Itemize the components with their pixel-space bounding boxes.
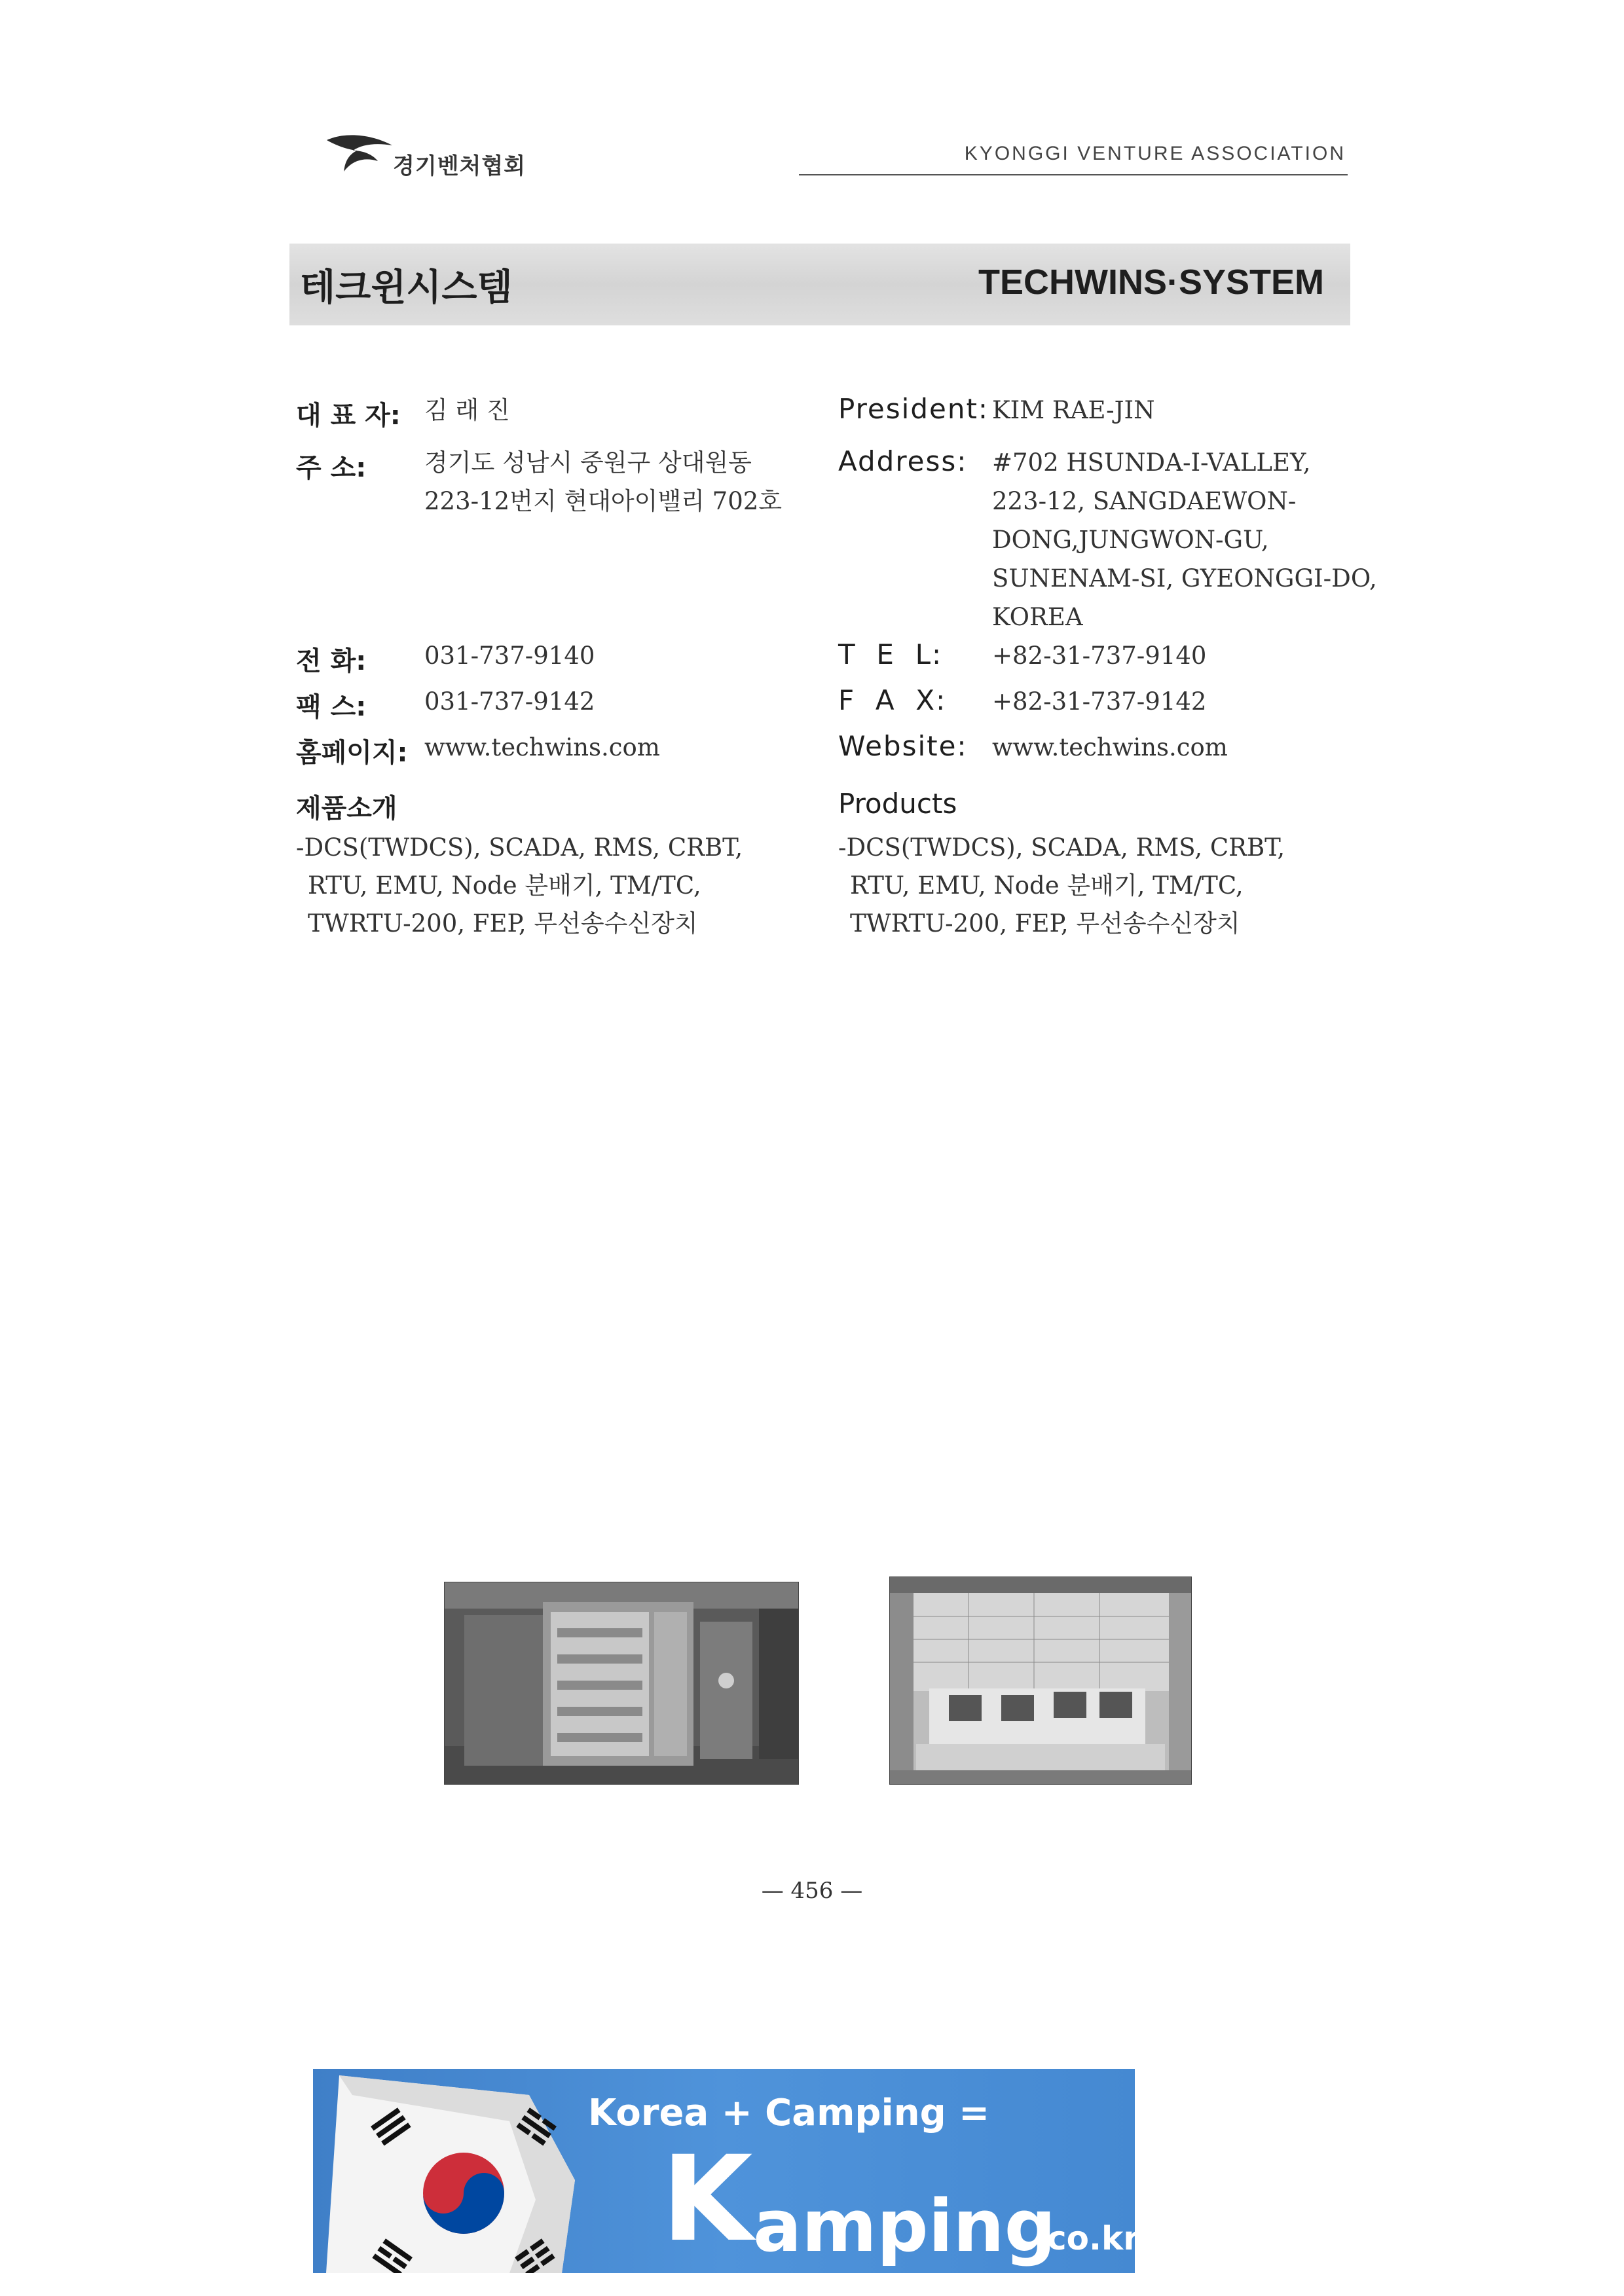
products-line-en-2: RTU, EMU, Node 분배기, TM/TC, (850, 871, 1244, 900)
address-line-en-1: #702 HSUNDA-I-VALLEY, (992, 448, 1311, 477)
ad-k-letter: K (661, 2131, 753, 2268)
products-list-ko (296, 829, 794, 943)
ad-domain: .co.kr (1035, 2219, 1139, 2257)
products-list-en (838, 829, 1336, 943)
president-label-en: President: (838, 393, 989, 425)
ad-tagline: Korea + Camping = (588, 2092, 990, 2134)
address-line-en-3: DONG,JUNGWON-GU, (992, 526, 1269, 554)
website-label-en: Website: (838, 730, 968, 762)
products-line-en-1: -DCS(TWDCS), SCADA, RMS, CRBT, (838, 833, 1285, 862)
address-line-en-5: KOREA (992, 603, 1083, 631)
page-number: — 456 — (761, 1878, 863, 1904)
homepage-value-ko: www.techwins.com (424, 733, 660, 761)
tel-label-ko: 전 화: (296, 646, 367, 676)
address-line-en-2: 223-12, SANGDAEWON- (992, 487, 1297, 515)
products-title-en: Products (838, 788, 957, 820)
address-line-en-4: SUNENAM-SI, GYEONGGI-DO, (992, 564, 1377, 592)
fax-label-en: F A X: (838, 684, 947, 716)
control-room-photo (889, 1576, 1192, 1785)
association-logo-icon (324, 131, 396, 177)
tel-value-ko: 031-737-9140 (424, 642, 595, 670)
address-line-ko-1: 경기도 성남시 중원구 상대원동 (424, 448, 752, 477)
products-title-ko: 제품소개 (296, 793, 397, 824)
korean-flag-icon (313, 2069, 588, 2273)
fax-value-en: +82-31-737-9142 (992, 687, 1207, 716)
homepage-label-ko: 홈페이지: (296, 738, 408, 768)
fax-value-ko: 031-737-9142 (424, 687, 595, 716)
header-rule (799, 174, 1348, 175)
company-name-english: TECHWINS·SYSTEM (978, 263, 1324, 302)
address-label-ko: 주 소: (296, 453, 367, 483)
company-name-korean: 테크윈시스템 (300, 266, 513, 309)
products-line-en-3: TWRTU-200, FEP, 무선송수신장치 (850, 909, 1240, 938)
ad-brand-word: amping (753, 2184, 1056, 2268)
president-value-ko: 김 래 진 (424, 396, 510, 424)
products-line-ko-1: -DCS(TWDCS), SCADA, RMS, CRBT, (296, 833, 743, 862)
association-name-korean: 경기벤처협회 (393, 153, 526, 179)
address-label-en: Address: (838, 445, 968, 477)
president-label-ko: 대 표 자: (296, 401, 401, 431)
tel-label-en: T E L: (838, 638, 943, 670)
tel-value-en: +82-31-737-9140 (992, 642, 1207, 670)
address-line-ko-2: 223-12번지 현대아이밸리 702호 (424, 487, 783, 515)
president-value-en: KIM RAE-JIN (992, 396, 1155, 424)
products-line-ko-2: RTU, EMU, Node 분배기, TM/TC, (308, 871, 701, 900)
control-cabinet-photo (444, 1582, 799, 1785)
website-value-en: www.techwins.com (992, 733, 1228, 761)
association-name-english: KYONGGI VENTURE ASSOCIATION (964, 143, 1346, 164)
fax-label-ko: 팩 스: (296, 692, 367, 722)
products-line-ko-3: TWRTU-200, FEP, 무선송수신장치 (308, 909, 698, 938)
